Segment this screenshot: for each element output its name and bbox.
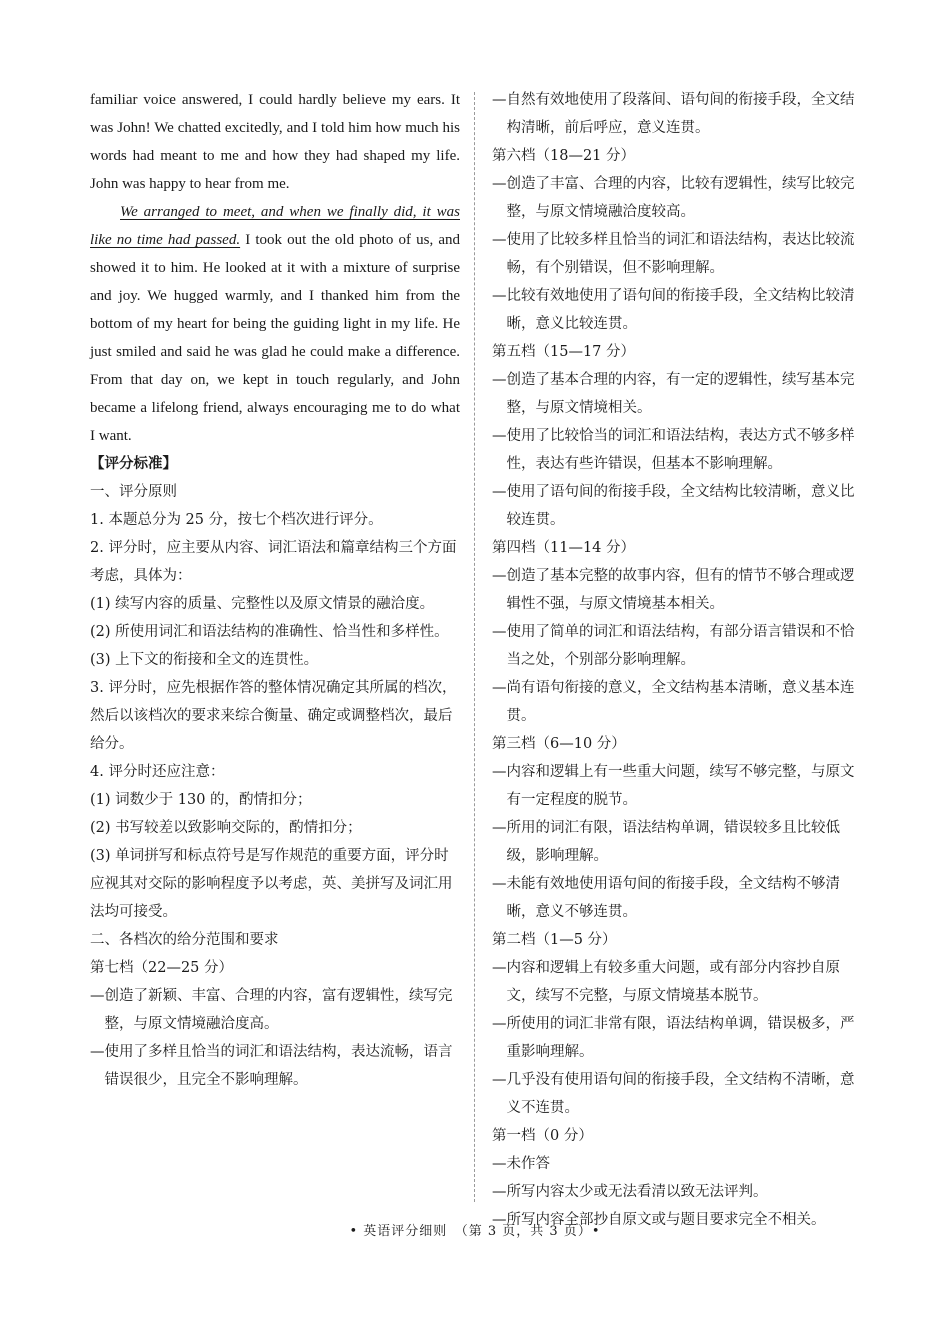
left-column (90, 86, 460, 1094)
story-paragraph-2-rest: I took out the old photo of us, and showed it to him. He looked at it with a mixture of surprise and joy. We hugged warmly, and I thanked him from the bottom of my heart for being the guiding light in my life. He just smiled and said he was glad he could make a difference. From that day on, we kept in touch regularly, and John became a lifelong friend, always encouraging me to do what I want. (90, 232, 461, 444)
level-3-item: —内容和逻辑上有一些重大问题，续写不够完整，与原文有一定程度的脱节。 (492, 764, 855, 808)
principle-4c: (3) 单词拼写和标点符号是写作规范的重要方面，评分时应视其对交际的影响程度予以考虑，英、美拼写及词汇用法均可接受。 (90, 848, 453, 920)
level-4-item: —创造了基本完整的故事内容，但有的情节不够合理或逻辑性不强，与原文情境基本相关。 (492, 568, 855, 612)
principle-4: 4. 评分时还应注意： (90, 764, 225, 780)
level-1-title: 第一档（0 分） (492, 1128, 593, 1144)
principle-4b: (2) 书写较差以致影响交际的，酌情扣分； (90, 820, 362, 836)
level-4-item: —尚有语句衔接的意义，全文结构基本清晰，意义基本连贯。 (492, 680, 855, 724)
rubric-title: 【评分标准】 (90, 455, 177, 472)
level-1-item: —所写内容全部抄自原文或与题目要求完全不相关。 (492, 1212, 826, 1228)
level-6-title: 第六档（18—21 分） (492, 148, 636, 164)
level-5-item: —使用了语句间的衔接手段，全文结构比较清晰，意义比较连贯。 (492, 484, 855, 528)
story-paragraph-2 (90, 198, 460, 450)
level-5-item: —使用了比较恰当的词汇和语法结构，表达方式不够多样性，表达有些许错误，但基本不影响理解。 (492, 428, 855, 472)
level-3-item: —所用的词汇有限，语法结构单调，错误较多且比较低级，影响理解。 (492, 820, 840, 864)
section-1-title: 一、评分原则 (90, 484, 177, 500)
column-divider (474, 92, 475, 1202)
level-7-item: —创造了新颖、丰富、合理的内容，富有逻辑性，续写完整，与原文情境融洽度高。 (90, 988, 453, 1032)
level-6-item: —创造了丰富、合理的内容，比较有逻辑性，续写比较完整，与原文情境融洽度较高。 (492, 176, 855, 220)
level-6-item: —比较有效地使用了语句间的衔接手段，全文结构比较清晰，意义比较连贯。 (492, 288, 855, 332)
level-7-item: —自然有效地使用了段落间、语句间的衔接手段，全文结构清晰，前后呼应，意义连贯。 (492, 92, 855, 136)
level-5-title: 第五档（15—17 分） (492, 344, 636, 360)
level-2-item: —所使用的词汇非常有限，语法结构单调，错误极多，严重影响理解。 (492, 1016, 855, 1060)
principle-1: 1. 本题总分为 25 分，按七个档次进行评分。 (90, 512, 383, 528)
level-3-title: 第三档（6—10 分） (492, 736, 626, 752)
story-text (90, 86, 460, 450)
underlined-sentence: We arranged to meet, and when we finally did, it was like no time had passed. (90, 204, 460, 248)
principle-4a: (1) 词数少于 130 的，酌情扣分； (90, 792, 312, 808)
principle-2a: (1) 续写内容的质量、完整性以及原文情景的融洽度。 (90, 596, 435, 612)
right-column (492, 86, 862, 1234)
principle-2: 2. 评分时，应主要从内容、词汇语法和篇章结构三个方面考虑，具体为： (90, 540, 457, 584)
level-2-item: —几乎没有使用语句间的衔接手段，全文结构不清晰，意义不连贯。 (492, 1072, 855, 1116)
story-paragraph-1: familiar voice answered, I could hardly believe my ears. It was John! We chatted excitedly, and I told him how much his words had meant to me and how they had shaped my life. John was happy to hear from me. (90, 92, 460, 192)
level-2-item: —内容和逻辑上有较多重大问题，或有部分内容抄自原文，续写不完整，与原文情境基本脱节。 (492, 960, 840, 1004)
principle-3: 3. 评分时，应先根据作答的整体情况确定其所属的档次，然后以该档次的要求来综合衡量、确定或调整档次，最后给分。 (90, 680, 457, 752)
principle-2c: (3) 上下文的衔接和全文的连贯性。 (90, 652, 319, 668)
principle-2b: (2) 所使用词汇和语法结构的准确性、恰当性和多样性。 (90, 624, 449, 640)
level-3-item: —未能有效地使用语句间的衔接手段，全文结构不够清晰，意义不够连贯。 (492, 876, 840, 920)
level-5-item: —创造了基本合理的内容，有一定的逻辑性，续写基本完整，与原文情境相关。 (492, 372, 855, 416)
level-6-item: —使用了比较多样且恰当的词汇和语法结构，表达比较流畅，有个别错误，但不影响理解。 (492, 232, 855, 276)
level-4-title: 第四档（11—14 分） (492, 540, 636, 556)
level-1-item: —所写内容太少或无法看清以致无法评判。 (492, 1184, 768, 1200)
level-1-item: —未作答 (492, 1156, 550, 1172)
page-footer: • 英语评分细则 （第 3 页，共 3 页）• (349, 1224, 601, 1239)
level-4-item: —使用了简单的词汇和语法结构，有部分语言错误和不恰当之处，个别部分影响理解。 (492, 624, 855, 668)
level-2-title: 第二档（1—5 分） (492, 932, 617, 948)
level-7-title: 第七档（22—25 分） (90, 960, 234, 976)
section-2-title: 二、各档次的给分范围和要求 (90, 932, 279, 948)
level-7-item: —使用了多样且恰当的词汇和语法结构，表达流畅，语言错误很少，且完全不影响理解。 (90, 1044, 453, 1088)
